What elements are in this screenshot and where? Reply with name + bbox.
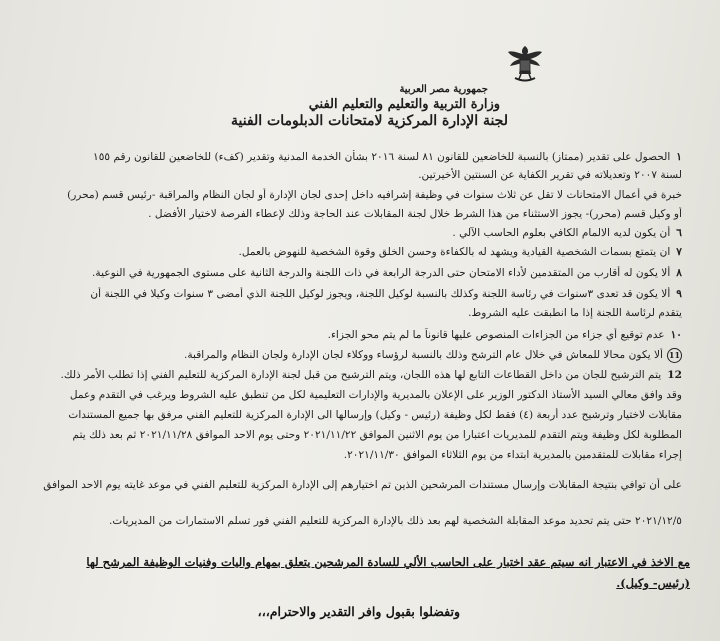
list-item: أو وكيل قسم (محرر)- يجوز الاستثناء من هذا الشرط خلال لجنة المقابلات عند الحاجة وذلك لإعطاء الفرصة لاختيار الأفضل . (148, 208, 682, 220)
list-item: 11ألا يكون محالا للمعاش في خلال عام الترشح وذلك بالنسبة لرؤساء ووكلاء لجان الإدارة ولجان النظام والمراقبة. (183, 349, 681, 361)
list-item: ٢٠٢١/١٢/٥ حتى يتم تحديد موعد المقابلة الشخصية لهم بعد ذلك بالإدارة المركزية للتعليم الفني فور تسلم الاستمارات من المديريات. (109, 515, 682, 527)
header-country: جمهورية مصر العربية (399, 84, 488, 95)
list-item: ١٠عدم توقيع أي جزاء من الجزاءات المنصوص عليها قانوناً ما لم يتم محو الجزاء. (327, 329, 682, 341)
note-line: مع الاخذ في الاعتبار انه سيتم عقد اختبار على الحاسب الألي للسادة المرشحين يتعلق بمهام واليات وفنيات الوظيفة المرشح لها (86, 555, 690, 569)
list-item: ٦أن يكون لديه الالمام الكافي بعلوم الحاسب الآلي . (452, 227, 682, 239)
list-item: المطلوبة لكل وظيفة ويتم التقدم للمديريات اعتبارا من يوم الاثنين الموافق ٢٠٢١/١١/٢٢ وحتى يوم الاحد الموافق ٢٠٢١/١١/٢٨ ثم بعد ذلك يتم (72, 429, 682, 441)
list-item: ٩ألا يكون قد تعدى ٣سنوات في رئاسة اللجنة وكذلك بالنسبة لوكيل اللجنة، ويجوز لوكيل اللجنة الذي أمضى ٣ سنوات وكيلا في اللجنة أن (90, 288, 682, 300)
closing-salutation: وتفضلوا بقبول وافر التقدير والاحترام،،، (257, 604, 460, 619)
egypt-eagle-emblem (506, 44, 544, 84)
list-item: 12يتم الترشيح للجان من داخل القطاعات التابع لها هذه اللجان، ويتم الترشيح من قبل لجنة الإدارة المركزية للتعليم الفني إذا تطلب الأمر ذلك. (60, 369, 682, 381)
list-item: لسنة ٢٠٠٧ وتعديلاته في تقرير الكفاية عن السنتين الأخيرتين. (418, 169, 682, 181)
header-ministry: وزارة التربية والتعليم والتعليم الفني (308, 97, 500, 112)
note-line: (رئيس- وكيل). (616, 576, 690, 590)
list-item: ٧ان يتمتع بسمات الشخصية القيادية ويشهد له بالكفاءة وحسن الخلق وقوة الشخصية للنهوض بالعمل. (238, 246, 682, 258)
list-item: ١الحصول على تقدير (ممتاز) بالنسبة للخاضعين للقانون ٨١ لسنة ٢٠١٦ بشأن الخدمة المدنية وتقدير (كفء) للخاضعين للقانون رقم ١٥٥ (93, 151, 682, 163)
list-item: وقد وافق معالي السيد الأستاذ الدكتور الوزير على الإعلان بالمديرية والإدارات التعليمية لكل من تنطبق عليه الشروط ويرغب في التقدم وعمل (69, 389, 682, 401)
header-department: لجنة الإدارة المركزية لامتحانات الدبلومات الفنية (230, 113, 508, 129)
list-item: يتقدم لرئاسة اللجنة إذا ما انطبقت عليه الشروط. (468, 307, 682, 319)
list-item: إجراء مقابلات للمتقدمين بالمديرية ابتداء من يوم الثلاثاء الموافق ٢٠٢١/١١/٣٠. (343, 449, 682, 461)
list-item: ٨ألا يكون له أقارب من المتقدمين لأداء الامتحان حتى الدرجة الرابعة في ذات اللجنة والدرجة الثانية على مستوى الجمهورية في النوعية. (92, 267, 682, 279)
list-item: خبرة في أعمال الامتحانات لا تقل عن ثلاث سنوات في وظيفة إشرافيه داخل إحدى لجان الإدارة أو لجان النظام والمراقبة -رئيس قسم (محرر) (67, 189, 682, 201)
list-item: على أن توافي بنتيجة المقابلات وإرسال مستندات المرشحين الذين تم اختيارهم إلى الإدارة المركزية للتعليم الفني في موعد غايته يوم الاحد الموافق (43, 479, 682, 491)
list-item: مقابلات لاختيار وترشيح عدد أربعة (٤) فقط لكل وظيفة (رئيس - وكيل) وإرسالها الى الإدارة المركزية للتعليم الفني مرفق بها جميع المستندات (68, 409, 682, 421)
